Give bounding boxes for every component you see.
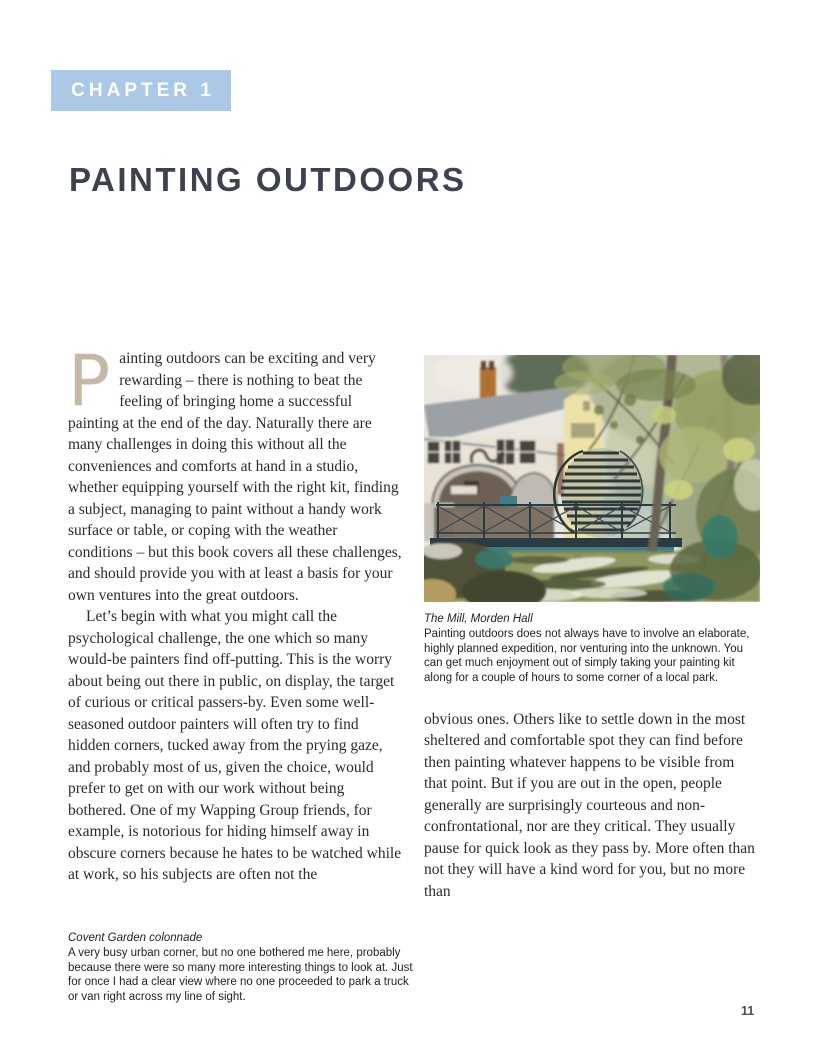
right-column [424,348,760,902]
caption-covent-garden [68,931,418,1005]
left-column [68,340,404,902]
drop-cap: P [68,340,111,422]
caption-mill-body: Painting outdoors does not always have to involve an elaborate, highly planned expedition, nor venturing into the unknown. You can get much enjoyment out of simply taking your painting kit along for a couple of hours to some corner of a local park. [424,627,750,685]
mill-painting-figure [424,355,760,602]
paragraph-1-text: ainting outdoors can be exciting and very rewarding – there is nothing to beat the feeling of bringing home a successful painting at the end of the day. Naturally there are many challenges in doing this without all the conveniences and comforts at hand in a studio, whether equipping yourself with the right kit, finding a subject, managing to paint without a handy work surface or table, or coping with the weather conditions – but this book covers all these challenges, and should provide you with at least a basis for your own ventures into the great outdoors. [68,350,402,604]
content-columns [68,340,760,902]
page-number: 11 [741,1004,755,1018]
body-paragraph-2: Let’s begin with what you might call the psychological challenge, the one which so many would-be painters find off-putting. This is the worry about being out there in public, on display, the target of curious or critical passers-by. Even some well-seasoned outdoor painters will often try to find hidden corners, tucked away from the prying gaze, and probably most of us, given the choice, would prefer to get on with our work without being bothered. One of my Wapping Group friends, for example, is notorious for hiding himself away in obscure corners because he hates to be watched while at work, so his subjects are often not the [68,608,402,883]
page-title: PAINTING OUTDOORS [69,161,467,198]
mill-painting [424,355,760,602]
body-paragraph-1 [68,340,404,606]
chapter-badge [51,70,231,111]
caption-mill [424,612,760,686]
body-paragraph-3: obvious ones. Others like to settle down in the most sheltered and comfortable spot they can find before then painting whatever happens to be visible from that point. But if you are out in the open, people generally are surprisingly courteous and non-confrontational, nor are they critical. They usually pause for quick look as they pass by. More often than not they will have a kind word for you, but no more than [424,710,755,900]
caption-covent-garden-body: A very busy urban corner, but no one bothered me here, probably because there were so many more interesting things to look at. Just for once I had a clear view where no one proceeded to park a truck or van right across my line of sight. [68,946,413,1004]
caption-covent-garden-title: Covent Garden colonnade [68,932,203,944]
chapter-label: CHAPTER 1 [71,79,215,101]
caption-mill-title: The Mill, Morden Hall [424,613,533,625]
